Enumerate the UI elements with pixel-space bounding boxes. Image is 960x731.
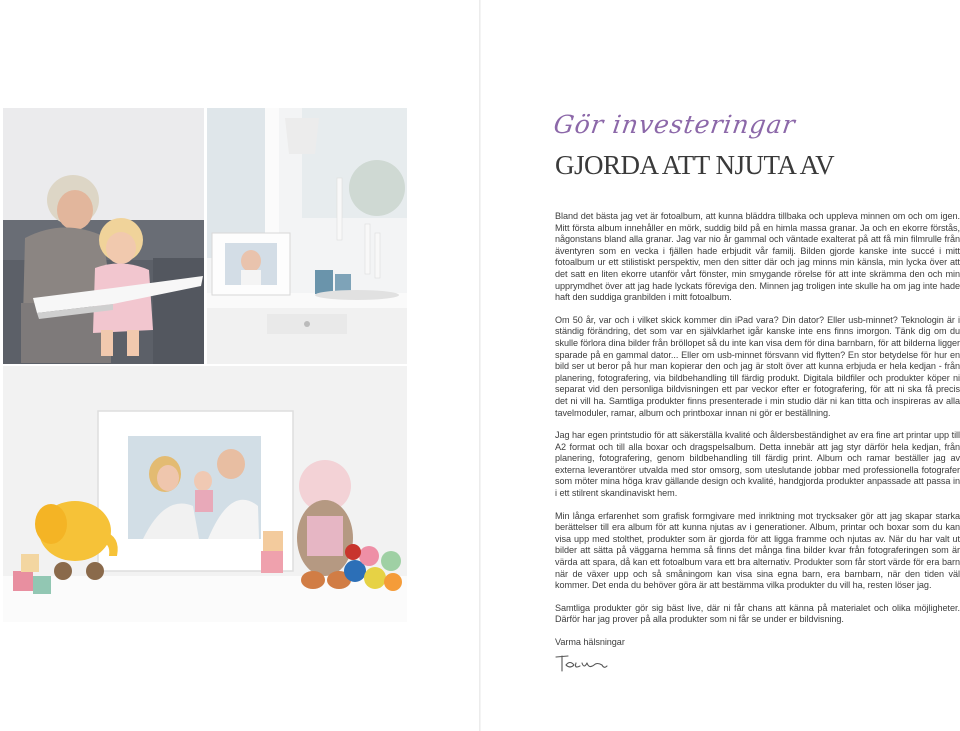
page-gutter <box>479 0 481 731</box>
paragraph-3: Jag har egen printstudio för att säkerställa kvalité och åldersbeständighet av era fine art printar upp till A2 format och till alla boxar och dragspelsalbum. Detta innebär att jag styr därför hela kedjan, från planering, fotografering, genom bildbehandling till färdig print. Album och ramar beställer jag av externa leverantörer utvalda med stor omsorg, som uteslutande jobbar med professionella fotografer som möter mina höga krav gällande design och kvalité, handgjorda produkter anpassade att passa in i ett stilrent skandinaviskt hem. <box>555 430 960 499</box>
script-title: Gör investeringar <box>551 110 798 139</box>
paragraph-5: Samtliga produkter gör sig bäst live, där ni får chans att känna på materialet och olika möjligheter. Därför har jag prover på alla produkter som ni får se under er bildvisning. <box>555 602 960 625</box>
article-body <box>555 211 960 649</box>
handwritten-signature <box>554 651 608 675</box>
paragraph-2: Om 50 år, var och i vilket skick kommer din iPad vara? Din dator? Eller usb-minnet? Teknologin är i ständig förändring, det som var en självklarhet igår kanske inte ens finns imorgon. Tänk dig om du skulle förlora dina bilder från bröllopet så du inte kan visa dem för dina barnbarn, för att bilderna ligger sparade på en gammal dator... Eller om usb-minnet försvann vid flytten? En stor betydelse för hur en bild ser ut beror på hur man kopierar den och jag är stolt över att kunna erbjuda er hela kedjan - från planering, fotografering, via bildbehandling till färdig produkt. Digitala bildfiler och produkter köper ni separat vid den personliga bildvisningen ett par veckor efter er fotografering, för att ni ska få precis det ni vill ha. Samtliga produkter finns presenterade i min studio där ni kan titta och inspireras av alla tavelmoduler, ramar, album och printboxar innan ni gör er beställning. <box>555 314 960 418</box>
photo-grandmother-reading-album <box>3 108 204 364</box>
paragraph-1: Bland det bästa jag vet är fotoalbum, att kunna bläddra tillbaka och uppleva minnen om och om igen. Mitt första album innehåller en mörk, suddig bild på en himla massa granar. Ja och en ekorre förstås, någonstans bland alla granar. Jag var nio år gammal och väntade exalterat på att få min filmrulle från äventyren som en vecka i fjällen hade erbjudit vår familj. Bilden gjorde kanske inte succé i mitt fotoalbum ur ett stilistiskt perspektiv, men den sitter där och jag minns min känsla, min lycka över att det satt en liten ekorre utanför vårt fönster, min smygande rörelse för att inte skrämma den och min upprymdhet över att jag hade lyckats föreviga den. Minnen jag troligen inte skulle ha om jag inte hade haft den suddiga granbilden i mitt fotoalbum. <box>555 211 960 303</box>
main-title: GJORDA ATT NJUTA AV <box>555 150 835 180</box>
paragraph-4: Min långa erfarenhet som grafisk formgivare med inriktning mot trycksaker gör att jag skapar starka berättelser till era album för att kunna njutas av i generationer. Album, printar och boxar som du kan visa upp med stolthet, produkter som är gjorda för att ligga framme och njutas av. När du har valt ut bilder att sätta på väggarna hemma så finns det många fina bilder kvar från fotograferingen som är värda att spara, då kan ett fotoalbum vara ett bra alternativ. Produkter som får stort värde för era barn när de växer upp och så småningom kan visa sina egna barn, era barnbarn, när den tiden väl kommer. Det enda du behöver göra är att bestämma vilka produkter du vill ha, resten löser jag. <box>555 510 960 591</box>
photo-framed-family-portrait-with-toys <box>3 366 407 622</box>
greeting: Varma hälsningar <box>555 637 625 647</box>
photo-window-sill-framed-portrait <box>207 108 407 364</box>
